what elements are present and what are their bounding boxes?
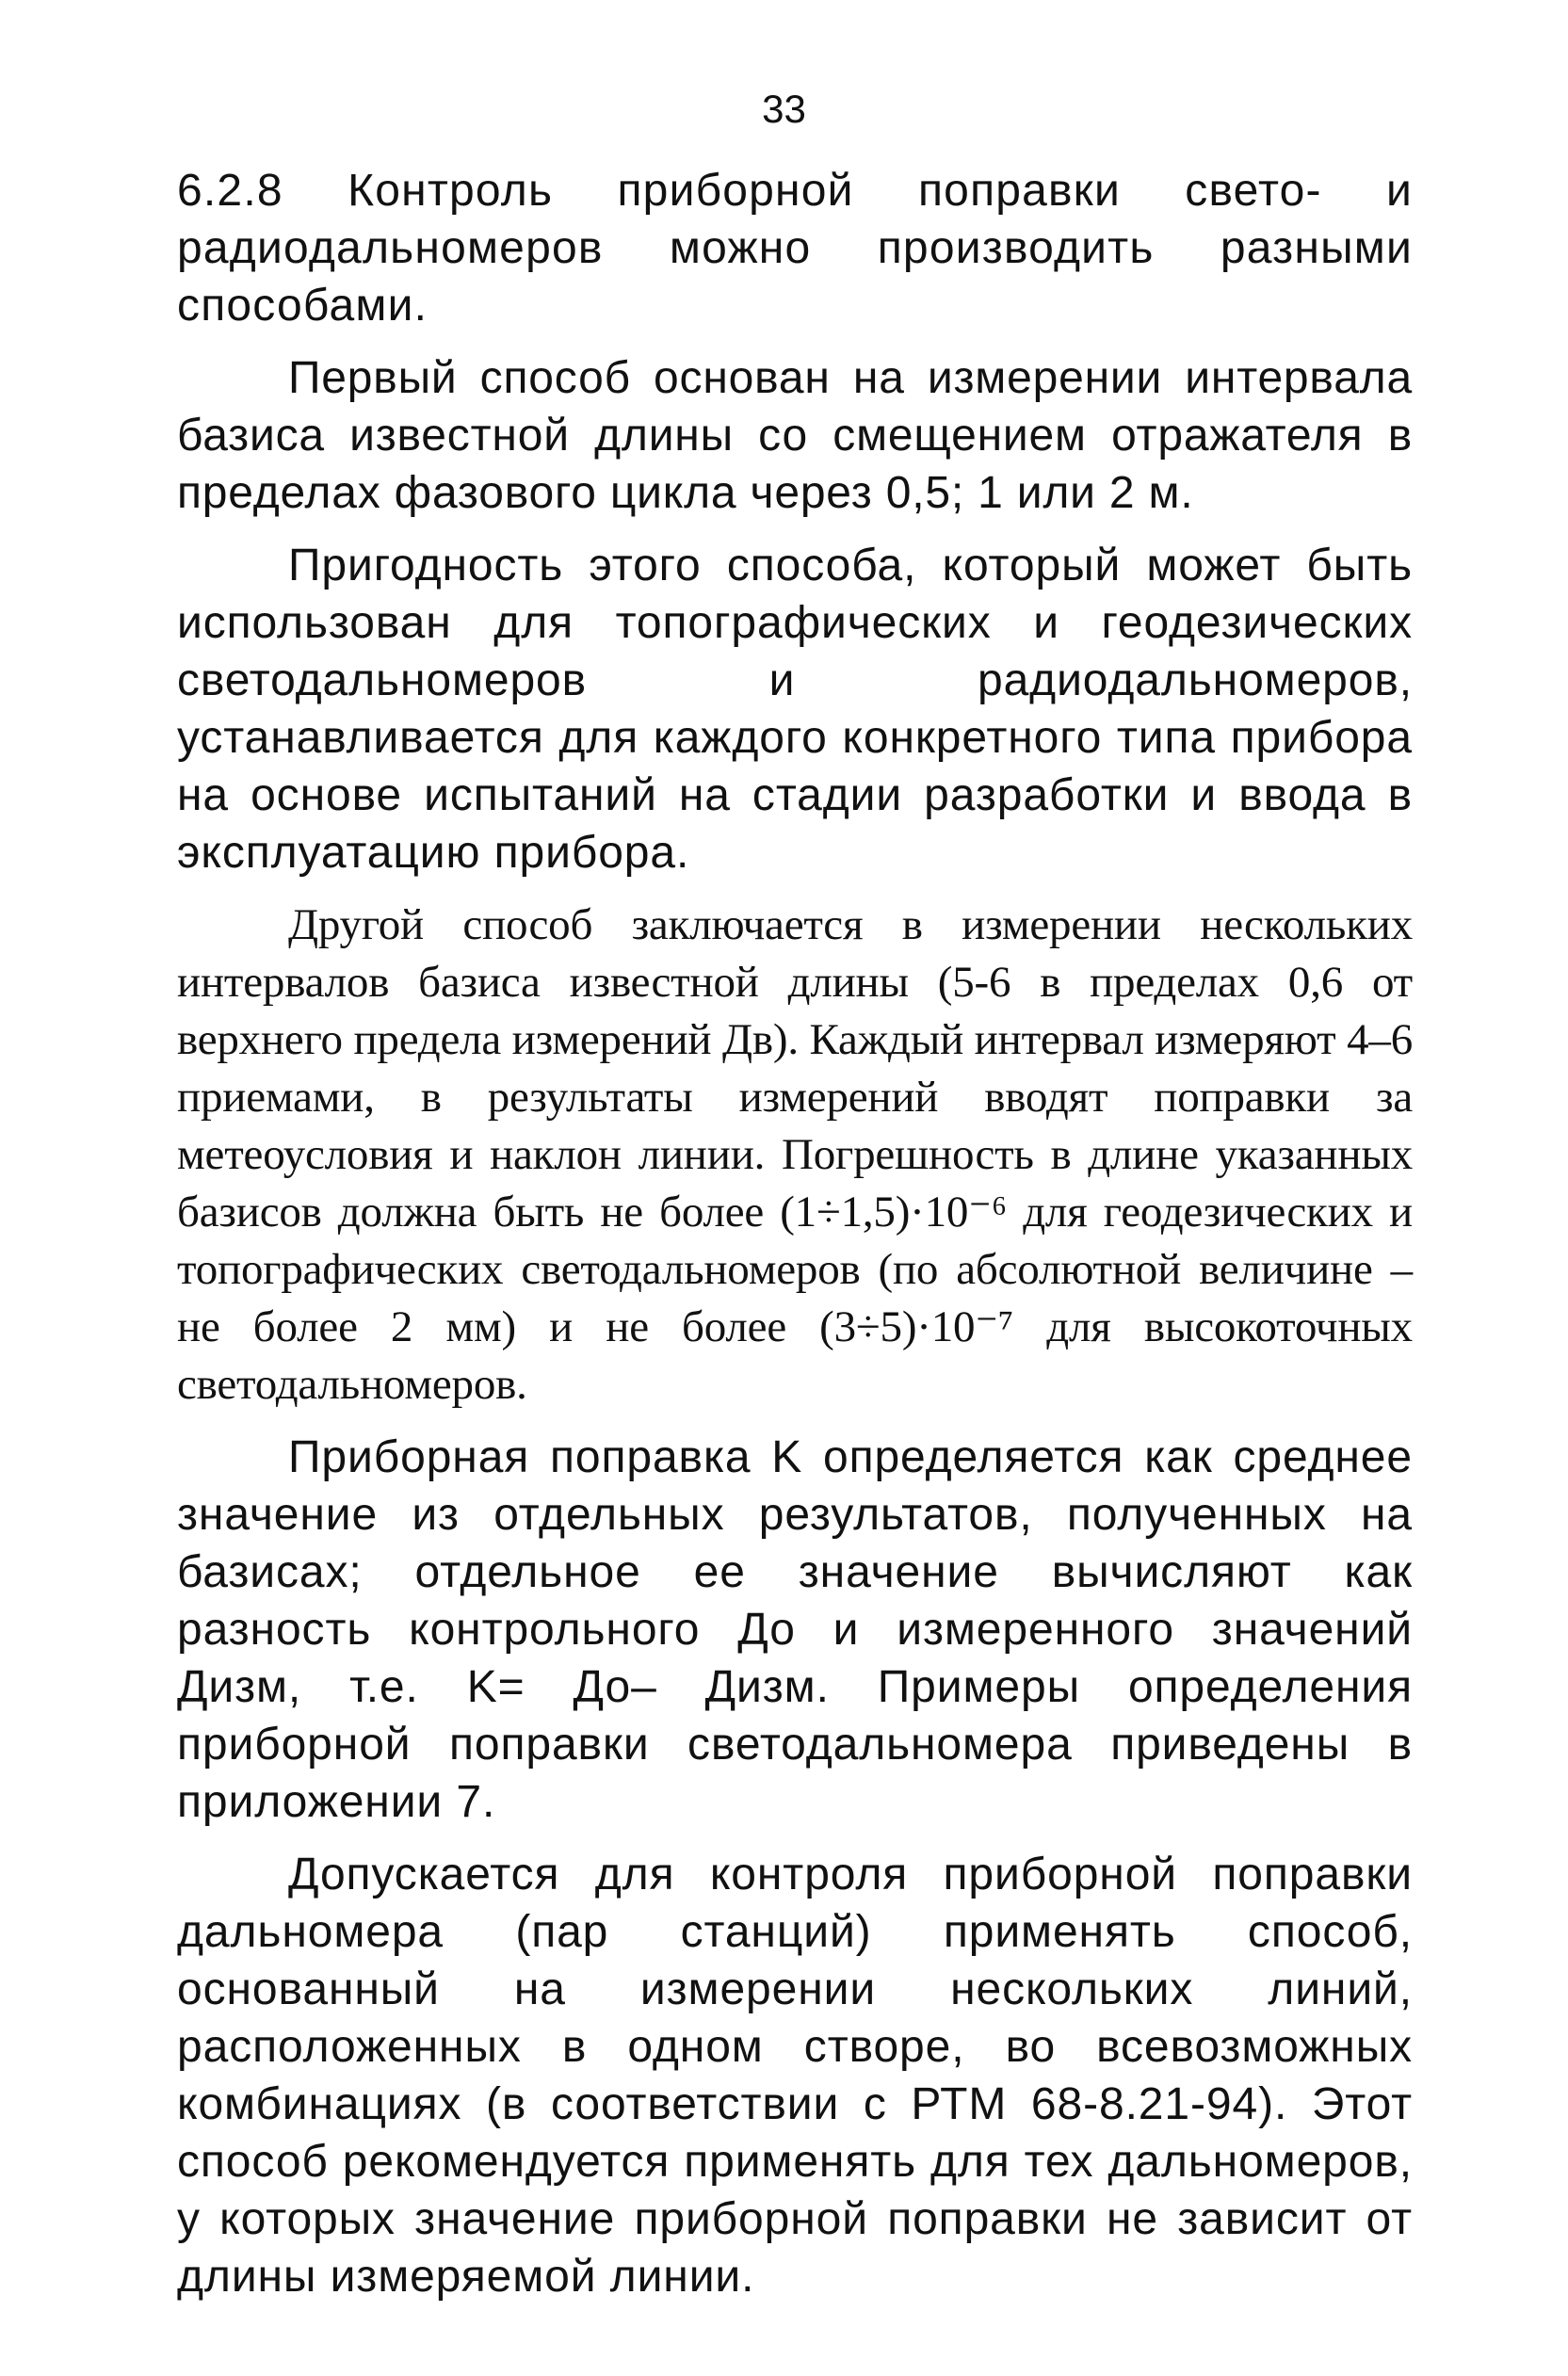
paragraph-section-6-2-8: 6.2.8 Контроль приборной поправки свето- и радиодальномеров можно производить разными способами.	[177, 166, 1413, 331]
page-number: 33	[762, 87, 806, 131]
paragraph-method-suitability: Пригодность этого способа, который может быть использован для топографических и геодезических светодальномеров и радиодальномеров, устанавливается для каждого конкретного типа прибора на основе испытаний на стадии разработки и ввода в эксплуатацию прибора.	[177, 541, 1413, 878]
paragraph-second-method: Другой способ заключается в измерении нескольких интервалов базиса известной длины (5-6 в пределах 0,6 от верхнего предела измерений Дв). Каждый интервал измеряют 4–6 приемами, в результаты измерений вводят поправки за метеоусловия и наклон линии. Погрешность в длине указанных базисов должна быть не более (1÷1,5)·10⁻⁶ для геодезических и топографических светодальномеров (по абсолютной величине – не более 2 мм) и не более (3÷5)·10⁻⁷ для высокоточных светодальномеров.	[177, 900, 1413, 1409]
paragraph-instrument-correction: Приборная поправка K определяется как среднее значение из отдельных результатов, полученных на базисах; отдельное ее значение вычисляют как разность контрольного До и измеренного значений Дизм, т.е. K= До– Дизм. Примеры определения приборной поправки светодальномера приведены в приложении 7.	[177, 1432, 1413, 1827]
body-text	[177, 162, 1413, 2320]
paragraph-alternative-method: Допускается для контроля приборной поправки дальномера (пар станций) применять способ, основанный на измерении нескольких линий, расположенных в одном створе, во всевозможных комбинациях (в соответствии с РТМ 68-8.21-94). Этот способ рекомендуется применять для тех дальномеров, у которых значение приборной поправки не зависит от длины измеряемой линии.	[177, 1850, 1413, 2302]
paragraph-first-method: Первый способ основан на измерении интервала базиса известной длины со смещением отражателя в пределах фазового цикла через 0,5; 1 или 2 м.	[177, 353, 1413, 518]
